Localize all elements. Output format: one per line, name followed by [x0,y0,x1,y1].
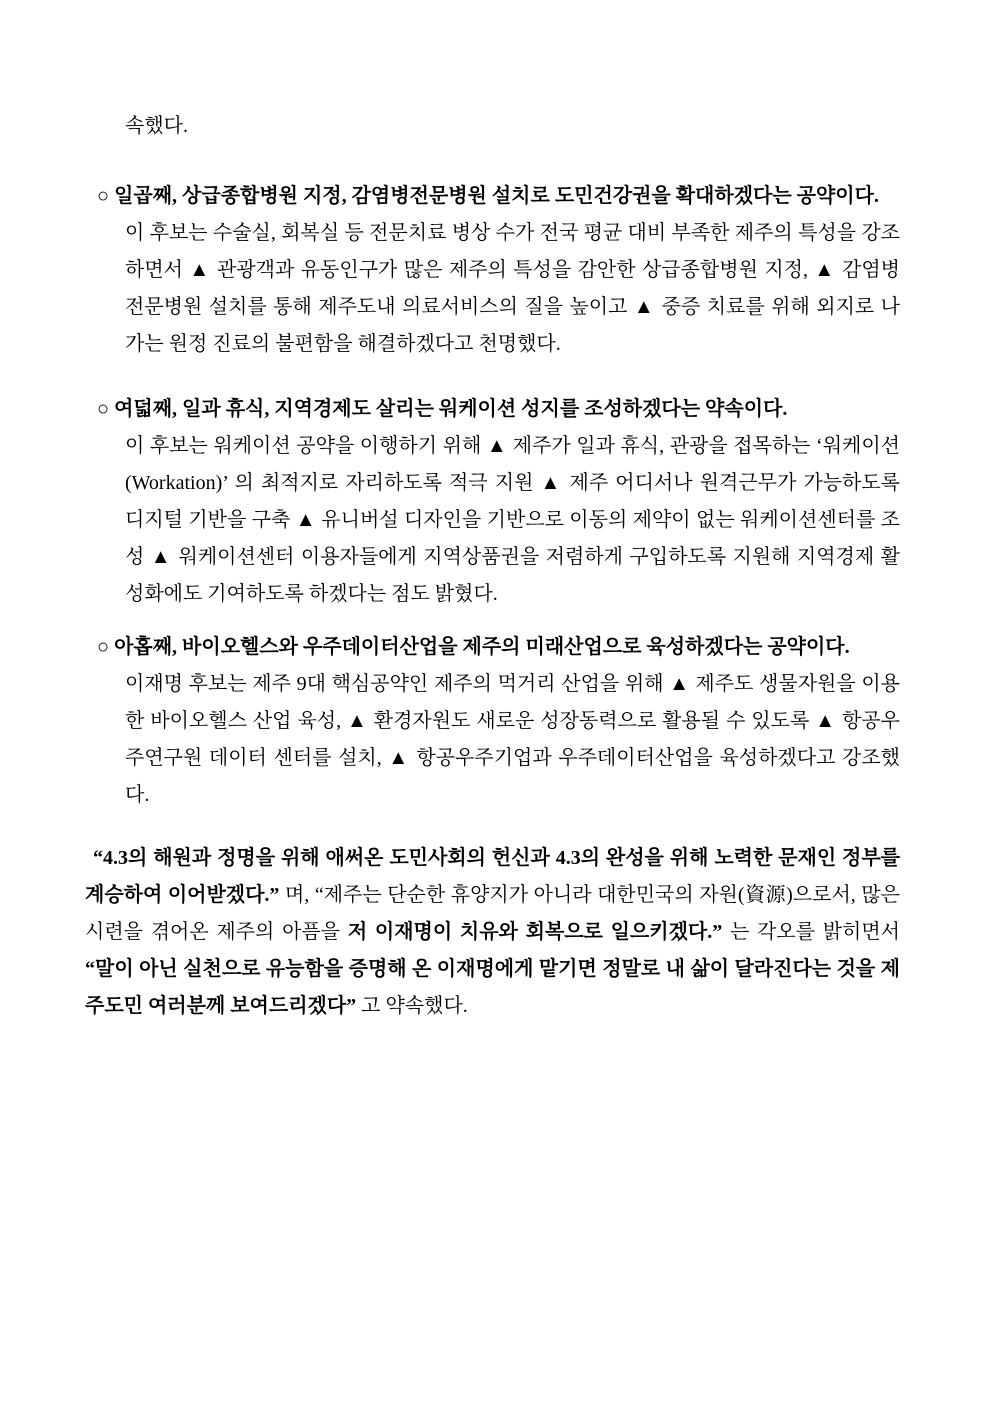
circle-bullet: ○ [97,185,110,207]
pledge-body-text: 이 후보는 워케이션 공약을 이행하기 위해 ▲ 제주가 일과 휴식, 관광을 접목하는 ‘워케이션(Workation)’ 의 최적지로 자리하도록 적극 지원 ▲ 제주 어디서나 원격근무가 가능하도록 디지털 기반을 구축 ▲ 유니버설 디자인을 기반으로 이동의 제약이 없는 워케이션센터를 조성 ▲ 워케이션센터 이용자들에게 지역상품권을 저렴하게 구입하도록 지원해 지역경제 활성화에도 기여하도록 하겠다는 점도 밝혔다. [125,435,900,605]
closing-paragraph [85,840,900,1025]
closing-quote-1: “4.3의 해원과 정명을 위해 애써온 도민사회의 헌신과 4.3의 완성을 위해 노력한 문재인 정부를 계승하여 이어받겠다.” [85,847,900,906]
closing-quote-2: 저 이재명이 치유와 회복으로 일으키겠다.” [347,921,723,943]
circle-bullet: ○ [97,398,110,420]
pledge-body-text: 이 후보는 수술실, 회복실 등 전문치료 병상 수가 전국 평균 대비 부족한 제주의 특성을 강조하면서 ▲ 관광객과 유동인구가 많은 제주의 특성을 감안한 상급종합병원 지정, ▲ 감염병전문병원 설치를 통해 제주도내 의료서비스의 질을 높이고 ▲ 중증 치료를 위해 외지로 나가는 원정 진료의 불편함을 해결하겠다고 천명했다. [125,222,900,355]
pledge-section-seventh [85,178,900,363]
pledge-section-eighth [85,391,900,613]
pledge-heading [97,629,900,666]
continuation-text: 속했다. [125,115,188,137]
pledge-body-text: 이재명 후보는 제주 9대 핵심공약인 제주의 먹거리 산업을 위해 ▲ 제주도 생물자원을 이용한 바이오헬스 산업 육성, ▲ 환경자원도 새로운 성장동력으로 활용될 수 있도록 ▲ 항공우주연구원 데이터 센터를 설치, ▲ 항공우주기업과 우주데이터산업을 육성하겠다고 강조했다. [125,673,900,806]
closing-connector-3: 고 약속했다. [356,995,468,1017]
closing-connector-1: 며, “제주는 단순한 휴양지가 아니라 대한민국의 자원(資源)으로서, 많은 시련을 겪어온 제주의 아픔을 [85,884,900,943]
pledge-heading [97,178,900,215]
closing-quote-3: “말이 아닌 실천으로 유능함을 증명해 온 이재명에게 맡기면 정말로 내 삶이 달라진다는 것을 제주도민 여러분께 보여드리겠다” [85,958,900,1017]
pledge-heading-text: 아홉째, 바이오헬스와 우주데이터산업을 제주의 미래산업으로 육성하겠다는 공약이다. [114,636,850,658]
circle-bullet: ○ [97,636,110,658]
pledge-heading [97,391,900,428]
pledge-heading-text: 일곱째, 상급종합병원 지정, 감염병전문병원 설치로 도민건강권을 확대하겠다는 공약이다. [114,185,879,207]
pledge-heading-text: 여덟째, 일과 휴식, 지역경제도 살리는 워케이션 성지를 조성하겠다는 약속이다. [114,398,788,420]
pledge-section-ninth [85,629,900,814]
closing-connector-2: 는 각오를 밝히면서 [722,921,900,943]
